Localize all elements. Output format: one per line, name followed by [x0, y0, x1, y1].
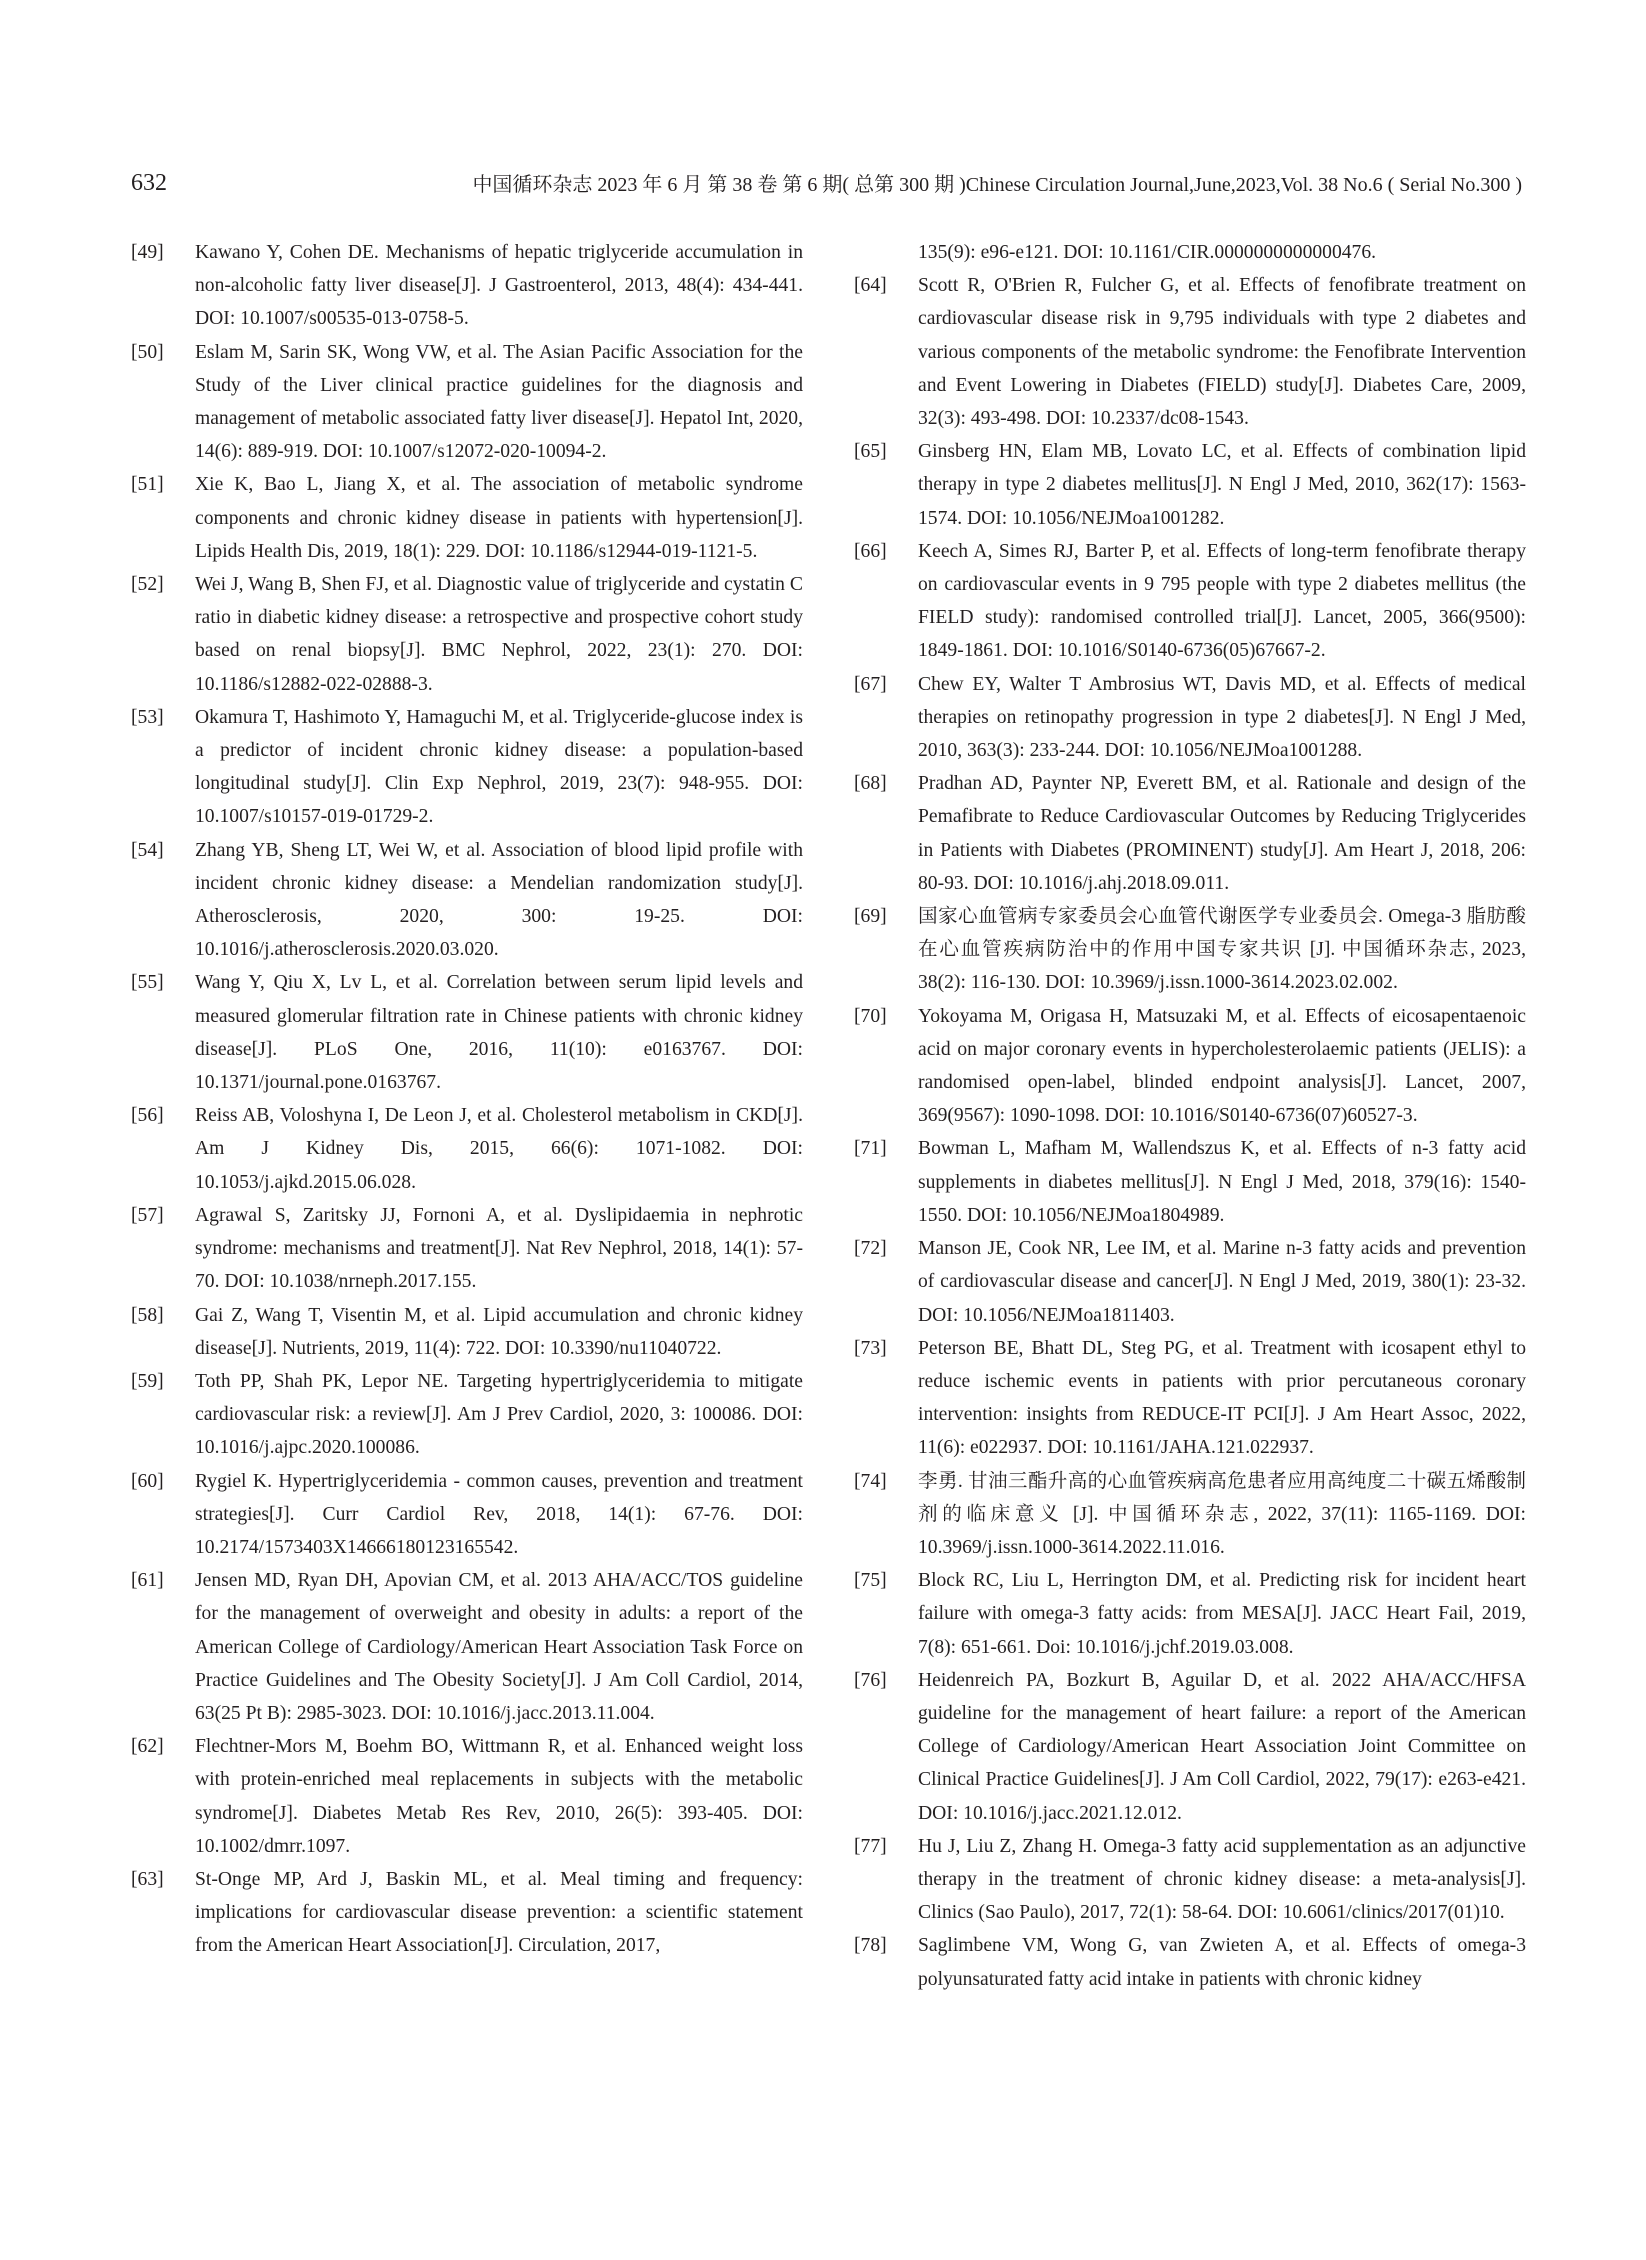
reference-number: [61]: [131, 1570, 164, 1592]
reference-number: [77]: [854, 1835, 887, 1857]
reference-text: Reiss AB, Voloshyna I, De Leon J, et al. Cholesterol metabolism in CKD[J]. Am J Kidney Dis, 2015, 66(6): 1071-1082. DOI: 10.1053/j.ajkd.2015.06.028.: [195, 1105, 803, 1193]
reference-entry: [131, 1730, 803, 1863]
reference-number: [66]: [854, 540, 887, 562]
reference-text: Kawano Y, Cohen DE. Mechanisms of hepatic triglyceride accumulation in non-alcoholic fatty liver disease[J]. J Gastroenterol, 2013, 48(4): 434-441. DOI: 10.1007/s00535-013-0758-5.: [195, 242, 803, 330]
reference-entry: [131, 468, 803, 568]
reference-number: [55]: [131, 972, 164, 994]
reference-text: Gai Z, Wang T, Visentin M, et al. Lipid accumulation and chronic kidney disease[J]. Nutrients, 2019, 11(4): 722. DOI: 10.3390/nu11040722.: [195, 1304, 803, 1359]
reference-entry: [854, 1929, 1526, 1995]
reference-entry: [854, 535, 1526, 668]
reference-entry: [131, 336, 803, 469]
reference-text: Heidenreich PA, Bozkurt B, Aguilar D, et al. 2022 AHA/ACC/HFSA guideline for the management of heart failure: a report of the American College of Cardiology/American Heart Association Joint Committee on Clinical Practice Guidelines[J]. J Am Coll Cardiol, 2022, 79(17): e263-e421. DOI: 10.1016/j.jacc.2021.12.012.: [918, 1669, 1526, 1824]
reference-entry: [131, 834, 803, 967]
reference-entry: [854, 1232, 1526, 1332]
reference-text: St-Onge MP, Ard J, Baskin ML, et al. Meal timing and frequency: implications for cardiovascular disease prevention: a scientific statement from the American Heart Association[J]. Circulation, 2017,: [195, 1868, 803, 1957]
reference-continuation: 135(9): e96-e121. DOI: 10.1161/CIR.0000000000000476.: [918, 242, 1377, 263]
reference-text: Keech A, Simes RJ, Barter P, et al. Effects of long-term fenofibrate therapy on cardiovascular events in 9 795 people with type 2 diabetes mellitus (the FIELD study): randomised controlled trial[J]. Lancet, 2005, 366(9500): 1849-1861. DOI: 10.1016/S0140-6736(05)67667-2.: [918, 540, 1526, 662]
reference-text: Manson JE, Cook NR, Lee IM, et al. Marine n-3 fatty acids and prevention of cardiovascular disease and cancer[J]. N Engl J Med, 2019, 380(1): 23-32. DOI: 10.1056/NEJMoa1811403.: [918, 1238, 1526, 1326]
reference-number: [67]: [854, 673, 887, 695]
reference-entry: [854, 767, 1526, 900]
reference-text: Jensen MD, Ryan DH, Apovian CM, et al. 2013 AHA/ACC/TOS guideline for the management of overweight and obesity in adults: a report of the American College of Cardiology/American Heart Association Task Force on Practice Guidelines and The Obesity Society[J]. J Am Coll Cardiol, 2014, 63(25 Pt B): 2985-3023. DOI: 10.1016/j.jacc.2013.11.004.: [195, 1570, 803, 1724]
reference-entry: [854, 1332, 1526, 1465]
reference-text: 国家心血管病专家委员会心血管代谢医学专业委员会. Omega-3 脂肪酸在心血管疾病防治中的作用中国专家共识 [J]. 中国循环杂志, 2023, 38(2): 116-130. DOI: 10.3969/j.issn.1000-3614.2023.02.002.: [918, 906, 1526, 994]
reference-entry: [131, 568, 803, 701]
reference-entry: [131, 1365, 803, 1465]
reference-entry: [131, 236, 803, 336]
reference-number: [54]: [131, 839, 164, 861]
reference-text: Ginsberg HN, Elam MB, Lovato LC, et al. Effects of combination lipid therapy in type 2 diabetes mellitus[J]. N Engl J Med, 2010, 362(17): 1563-1574. DOI: 10.1056/NEJMoa1001282.: [918, 441, 1526, 529]
reference-text: Flechtner-Mors M, Boehm BO, Wittmann R, et al. Enhanced weight loss with protein-enriched meal replacements in subjects with the metabolic syndrome[J]. Diabetes Metab Res Rev, 2010, 26(5): 393-405. DOI: 10.1002/dmrr.1097.: [195, 1736, 803, 1857]
reference-entry: [854, 269, 1526, 435]
reference-text: Okamura T, Hashimoto Y, Hamaguchi M, et al. Triglyceride-glucose index is a predictor of incident chronic kidney disease: a population-based longitudinal study[J]. Clin Exp Nephrol, 2019, 23(7): 948-955. DOI: 10.1007/s10157-019-01729-2.: [195, 706, 803, 828]
reference-number: [78]: [854, 1935, 887, 1957]
page-number: 632: [131, 170, 167, 196]
reference-entry: [854, 1664, 1526, 1830]
reference-text: Scott R, O'Brien R, Fulcher G, et al. Effects of fenofibrate treatment on cardiovascular disease risk in 9,795 individuals with type 2 diabetes and various components of the metabolic syndrome: the Fenofibrate Intervention and Event Lowering in Diabetes (FIELD) study[J]. Diabetes Care, 2009, 32(3): 493-498. DOI: 10.2337/dc08-1543.: [918, 275, 1526, 430]
reference-number: [74]: [854, 1470, 887, 1492]
reference-text: Toth PP, Shah PK, Lepor NE. Targeting hypertriglyceridemia to mitigate cardiovascular risk: a review[J]. Am J Prev Cardiol, 2020, 3: 100086. DOI: 10.1016/j.ajpc.2020.100086.: [195, 1370, 803, 1459]
reference-number: [56]: [131, 1105, 164, 1127]
reference-text: Wei J, Wang B, Shen FJ, et al. Diagnostic value of triglyceride and cystatin C ratio in diabetic kidney disease: a retrospective and prospective cohort study based on renal biopsy[J]. BMC Nephrol, 2022, 23(1): 270. DOI: 10.1186/s12882-022-02888-3.: [195, 574, 803, 695]
references-right-column: [854, 236, 1526, 1996]
reference-text: Block RC, Liu L, Herrington DM, et al. Predicting risk for incident heart failure with omega-3 fatty acids: from MESA[J]. JACC Heart Fail, 2019, 7(8): 651-661. Doi: 10.1016/j.jchf.2019.03.008.: [918, 1570, 1526, 1658]
reference-number: [49]: [131, 242, 164, 263]
reference-text: Bowman L, Mafham M, Wallendszus K, et al. Effects of n-3 fatty acid supplements in diabetes mellitus[J]. N Engl J Med, 2018, 379(16): 1540-1550. DOI: 10.1056/NEJMoa1804989.: [918, 1138, 1526, 1226]
reference-entry: [854, 1000, 1526, 1133]
reference-number: [68]: [854, 773, 887, 795]
reference-number: [65]: [854, 441, 887, 463]
reference-number: [53]: [131, 706, 164, 728]
reference-entry: [854, 1132, 1526, 1232]
reference-entry: [854, 1465, 1526, 1565]
reference-entry: [131, 701, 803, 834]
reference-text: Xie K, Bao L, Jiang X, et al. The association of metabolic syndrome components and chronic kidney disease in patients with hypertension[J]. Lipids Health Dis, 2019, 18(1): 229. DOI: 10.1186/s12944-019-1121-5.: [195, 474, 803, 562]
reference-number: [69]: [854, 906, 887, 928]
reference-entry: [854, 1564, 1526, 1664]
reference-number: [58]: [131, 1304, 164, 1326]
references-left-column: [131, 236, 803, 1963]
reference-text: Eslam M, Sarin SK, Wong VW, et al. The Asian Pacific Association for the Study of the Liver clinical practice guidelines for the diagnosis and management of metabolic associated fatty liver disease[J]. Hepatol Int, 2020, 14(6): 889-919. DOI: 10.1007/s12072-020-10094-2.: [195, 341, 803, 463]
reference-text: Pradhan AD, Paynter NP, Everett BM, et al. Rationale and design of the Pemafibrate to Reduce Cardiovascular Outcomes by Reducing Triglycerides in Patients with Diabetes (PROMINENT) study[J]. Am Heart J, 2018, 206: 80-93. DOI: 10.1016/j.ahj.2018.09.011.: [918, 773, 1526, 894]
reference-entry: [131, 1564, 803, 1730]
reference-number: [51]: [131, 474, 164, 496]
reference-number: [59]: [131, 1370, 164, 1392]
reference-text: Zhang YB, Sheng LT, Wei W, et al. Association of blood lipid profile with incident chronic kidney disease: a Mendelian randomization study[J]. Atherosclerosis, 2020, 300: 19-25. DOI: 10.1016/j.atherosclerosis.2020.03.020.: [195, 839, 803, 961]
reference-entry: [854, 435, 1526, 535]
reference-number: [63]: [131, 1868, 164, 1890]
reference-text: Saglimbene VM, Wong G, van Zwieten A, et al. Effects of omega-3 polyunsaturated fatty acid intake in patients with chronic kidney: [918, 1935, 1526, 1990]
reference-text: Peterson BE, Bhatt DL, Steg PG, et al. Treatment with icosapent ethyl to reduce ischemic events in patients with prior percutaneous coronary intervention: insights from REDUCE-IT PCI[J]. J Am Heart Assoc, 2022, 11(6): e022937. DOI: 10.1161/JAHA.121.022937.: [918, 1337, 1526, 1459]
reference-text: Agrawal S, Zaritsky JJ, Fornoni A, et al. Dyslipidaemia in nephrotic syndrome: mechanisms and treatment[J]. Nat Rev Nephrol, 2018, 14(1): 57-70. DOI: 10.1038/nrneph.2017.155.: [195, 1204, 803, 1293]
reference-text: Hu J, Liu Z, Zhang H. Omega-3 fatty acid supplementation as an adjunctive therapy in the treatment of chronic kidney disease: a meta-analysis[J]. Clinics (Sao Paulo), 2017, 72(1): 58-64. DOI: 10.6061/clinics/2017(01)10.: [918, 1835, 1526, 1924]
reference-entry: [131, 1199, 803, 1299]
reference-number: [64]: [854, 275, 887, 297]
reference-entry: [131, 1863, 803, 1963]
reference-number: [57]: [131, 1204, 164, 1226]
running-header: 中国循环杂志 2023 年 6 月 第 38 卷 第 6 期( 总第 300 期 )Chinese Circulation Journal,June,2023,Vol. 38 No.6 ( Serial No.300 ): [472, 174, 1522, 196]
reference-number: [60]: [131, 1470, 164, 1492]
reference-entry: [854, 900, 1526, 1000]
reference-text: Rygiel K. Hypertriglyceridemia - common causes, prevention and treatment strategies[J]. Curr Cardiol Rev, 2018, 14(1): 67-76. DOI: 10.2174/1573403X14666180123165542.: [195, 1470, 803, 1558]
reference-entry: [854, 668, 1526, 768]
reference-entry: [131, 966, 803, 1099]
reference-entry: [854, 1830, 1526, 1930]
reference-number: [62]: [131, 1736, 164, 1758]
reference-number: [50]: [131, 341, 164, 363]
reference-text: Wang Y, Qiu X, Lv L, et al. Correlation between serum lipid levels and measured glomerular filtration rate in Chinese patients with chronic kidney disease[J]. PLoS One, 2016, 11(10): e0163767. DOI: 10.1371/journal.pone.0163767.: [195, 972, 803, 1094]
reference-number: [70]: [854, 1005, 887, 1027]
reference-number: [52]: [131, 574, 164, 596]
reference-entry: [131, 1465, 803, 1565]
reference-entry: [131, 1299, 803, 1365]
reference-number: [76]: [854, 1669, 887, 1691]
reference-number: [75]: [854, 1570, 887, 1592]
reference-number: [72]: [854, 1238, 887, 1260]
reference-number: [71]: [854, 1138, 887, 1160]
reference-text: Yokoyama M, Origasa H, Matsuzaki M, et al. Effects of eicosapentaenoic acid on major coronary events in hypercholesterolaemic patients (JELIS): a randomised open-label, blinded endpoint analysis[J]. Lancet, 2007, 369(9567): 1090-1098. DOI: 10.1016/S0140-6736(07)60527-3.: [918, 1005, 1526, 1127]
reference-entry: [131, 1099, 803, 1199]
reference-number: [73]: [854, 1337, 887, 1359]
reference-text: Chew EY, Walter T Ambrosius WT, Davis MD, et al. Effects of medical therapies on retinopathy progression in type 2 diabetes[J]. N Engl J Med, 2010, 363(3): 233-244. DOI: 10.1056/NEJMoa1001288.: [918, 673, 1526, 762]
reference-text: 李勇. 甘油三酯升高的心血管疾病高危患者应用高纯度二十碳五烯酸制剂的临床意义 [J]. 中国循环杂志, 2022, 37(11): 1165-1169. DOI: 10.3969/j.issn.1000-3614.2022.11.016.: [918, 1470, 1526, 1558]
